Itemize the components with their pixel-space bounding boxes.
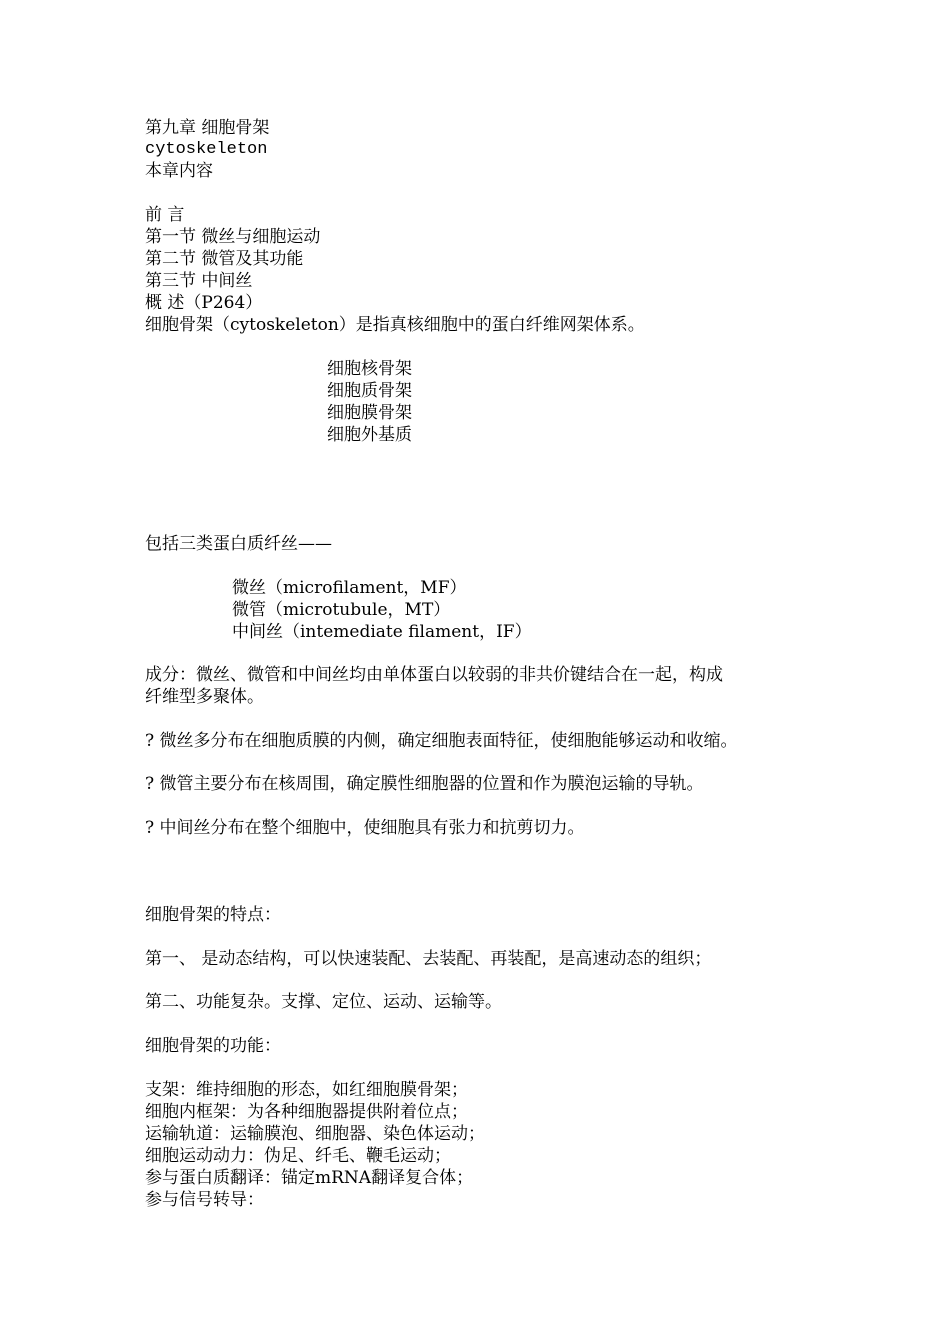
composition-text: 成分：微丝、微管和中间丝均由单体蛋白以较弱的非共价键结合在一起，构成	[145, 665, 723, 685]
definition: 细胞骨架（cytoskeleton）是指真核细胞中的蛋白纤维网架体系。	[145, 315, 645, 335]
function-item: 细胞运动动力：伪足、纤毛、鞭毛运动；	[145, 1146, 451, 1166]
feature-item: 第二、功能复杂。支撑、定位、运动、运输等。	[145, 992, 502, 1012]
features-heading: 细胞骨架的特点：	[145, 905, 281, 925]
contents-item: 第二节 微管及其功能	[145, 249, 304, 269]
skeleton-type: 细胞核骨架	[327, 359, 412, 379]
fiber-item: 中间丝（intemediate filament，IF）	[232, 622, 532, 642]
fiber-item: 微管（microtubule，MT）	[232, 600, 451, 620]
contents-heading: 本章内容	[145, 161, 213, 181]
feature-item: 第一、 是动态结构，可以快速装配、去装配、再装配，是高速动态的组织；	[145, 949, 712, 969]
function-item: 运输轨道：运输膜泡、细胞器、染色体运动；	[145, 1124, 485, 1144]
function-item: 细胞内框架：为各种细胞器提供附着位点；	[145, 1102, 468, 1122]
bullet-item: ? 微丝多分布在细胞质膜的内侧，确定细胞表面特征，使细胞能够运动和收缩。	[145, 731, 738, 751]
contents-item: 第一节 微丝与细胞运动	[145, 227, 321, 247]
bullet-item: ? 中间丝分布在整个细胞中，使细胞具有张力和抗剪切力。	[145, 818, 585, 838]
function-item: 参与信号转导：	[145, 1190, 264, 1210]
contents-item: 第三节 中间丝	[145, 271, 253, 291]
function-item: 参与蛋白质翻译：锚定mRNA翻译复合体；	[145, 1168, 474, 1188]
composition-text: 纤维型多聚体。	[145, 687, 264, 707]
skeleton-type: 细胞膜骨架	[327, 403, 412, 423]
fiber-item: 微丝（microfilament，MF）	[232, 578, 467, 598]
includes-heading: 包括三类蛋白质纤丝——	[145, 534, 332, 554]
contents-item: 概 述（P264）	[145, 293, 263, 313]
skeleton-type: 细胞质骨架	[327, 381, 412, 401]
skeleton-type: 细胞外基质	[327, 425, 412, 445]
contents-item: 前 言	[145, 205, 185, 225]
english-title: cytoskeleton	[145, 140, 268, 159]
functions-heading: 细胞骨架的功能：	[145, 1036, 281, 1056]
function-item: 支架：维持细胞的形态，如红细胞膜骨架；	[145, 1080, 468, 1100]
chapter-title: 第九章 细胞骨架	[145, 118, 270, 138]
bullet-item: ? 微管主要分布在核周围，确定膜性细胞器的位置和作为膜泡运输的导轨。	[145, 774, 704, 794]
